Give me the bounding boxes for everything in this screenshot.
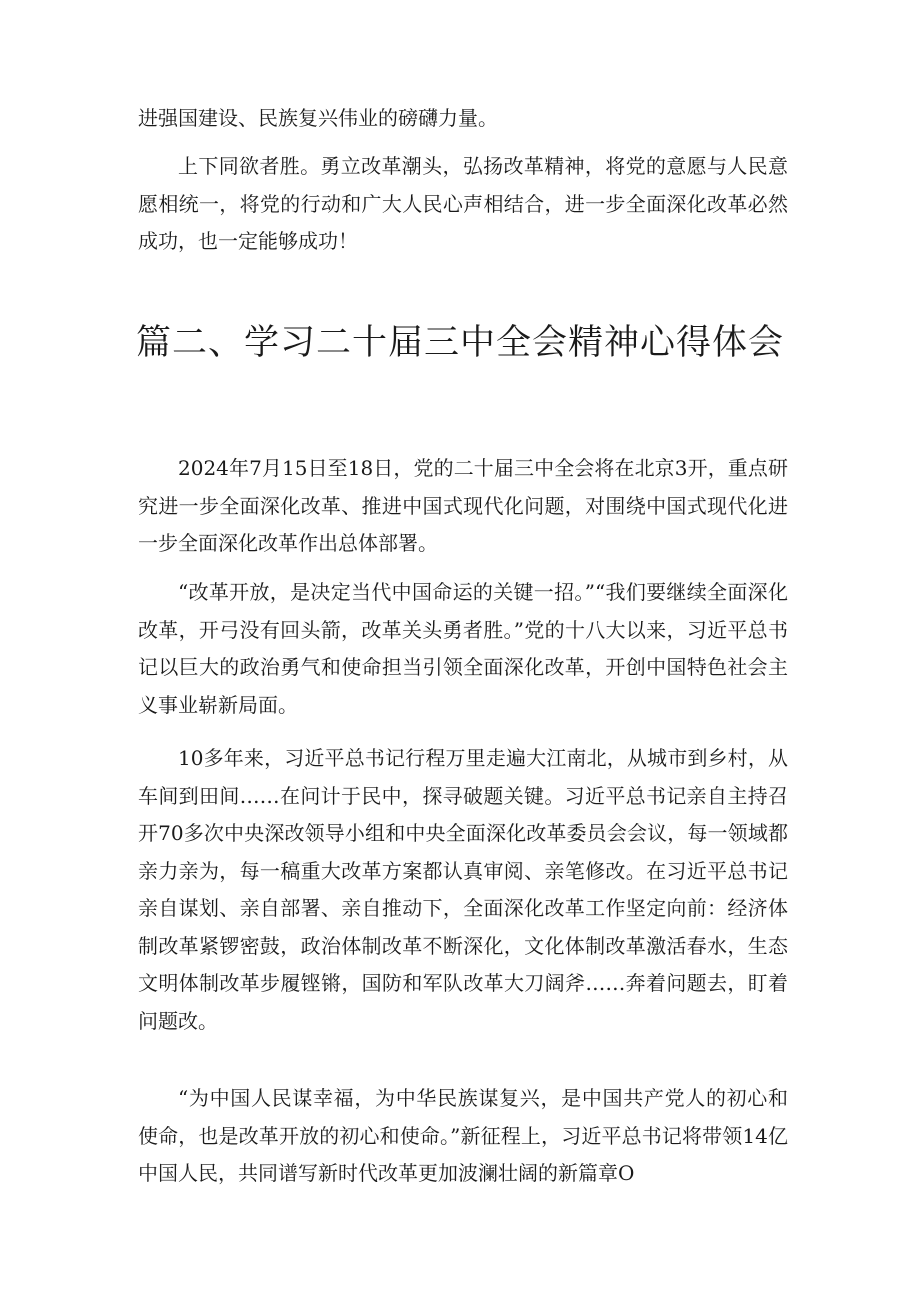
paragraph-continuation: 进强国建设、民族复兴伟业的磅礴力量。 xyxy=(138,106,498,130)
paragraph-conclusion: 上下同欲者胜。勇立改革潮头，弘扬改革精神，将党的意愿与人民意愿相统一，将党的行动和广大人民心声相结合，进一步全面深化改革必然成功，也一定能够成功！ xyxy=(138,154,788,253)
paragraph-quote-reform: “改革开放，是决定当代中国命运的关键一招。”“我们要继续全面深化改革，开弓没有回头箭，改革关头勇者胜。”党的十八大以来，习近平总书记以巨大的政治勇气和使命担当引领全面深化改革，开创中国特色社会主义事业崭新局面。 xyxy=(138,580,788,717)
paragraph-ten-years: 10多年来，习近平总书记行程万里走遍大江南北，从城市到乡村，从车间到田间……在问计于民中，探寻破题关键。习近平总书记亲自主持召开70多次中央深改领导小组和中央全面深化改革委员会会议，每一领域都亲力亲为，每一稿重大改革方案都认真审阅、亲笔修改。在习近平总书记亲自谋划、亲自部署、亲自推动下，全面深化改革工作坚定向前：经济体制改革紧锣密鼓，政治体制改革不断深化，文化体制改革激活春水，生态文明体制改革步履铿锵，国防和军队改革大刀阔斧……奔着问题去，盯着问题改。 xyxy=(138,746,788,1033)
paragraph-intro: 2024年7月15日至18日，党的二十届三中全会将在北京3开，重点研究进一步全面深化改革、推进中国式现代化问题，对围绕中国式现代化进一步全面深化改革作出总体部署。 xyxy=(138,456,788,555)
paragraph-mission: “为中国人民谋幸福，为中华民族谋复兴，是中国共产党人的初心和使命，也是改革开放的初心和使命。”新征程上，习近平总书记将带领14亿中国人民，共同谱写新时代改革更加波澜壮阔的新篇章O xyxy=(138,1086,788,1185)
section-title: 篇二、学习二十届三中全会精神心得体会 xyxy=(135,323,784,363)
